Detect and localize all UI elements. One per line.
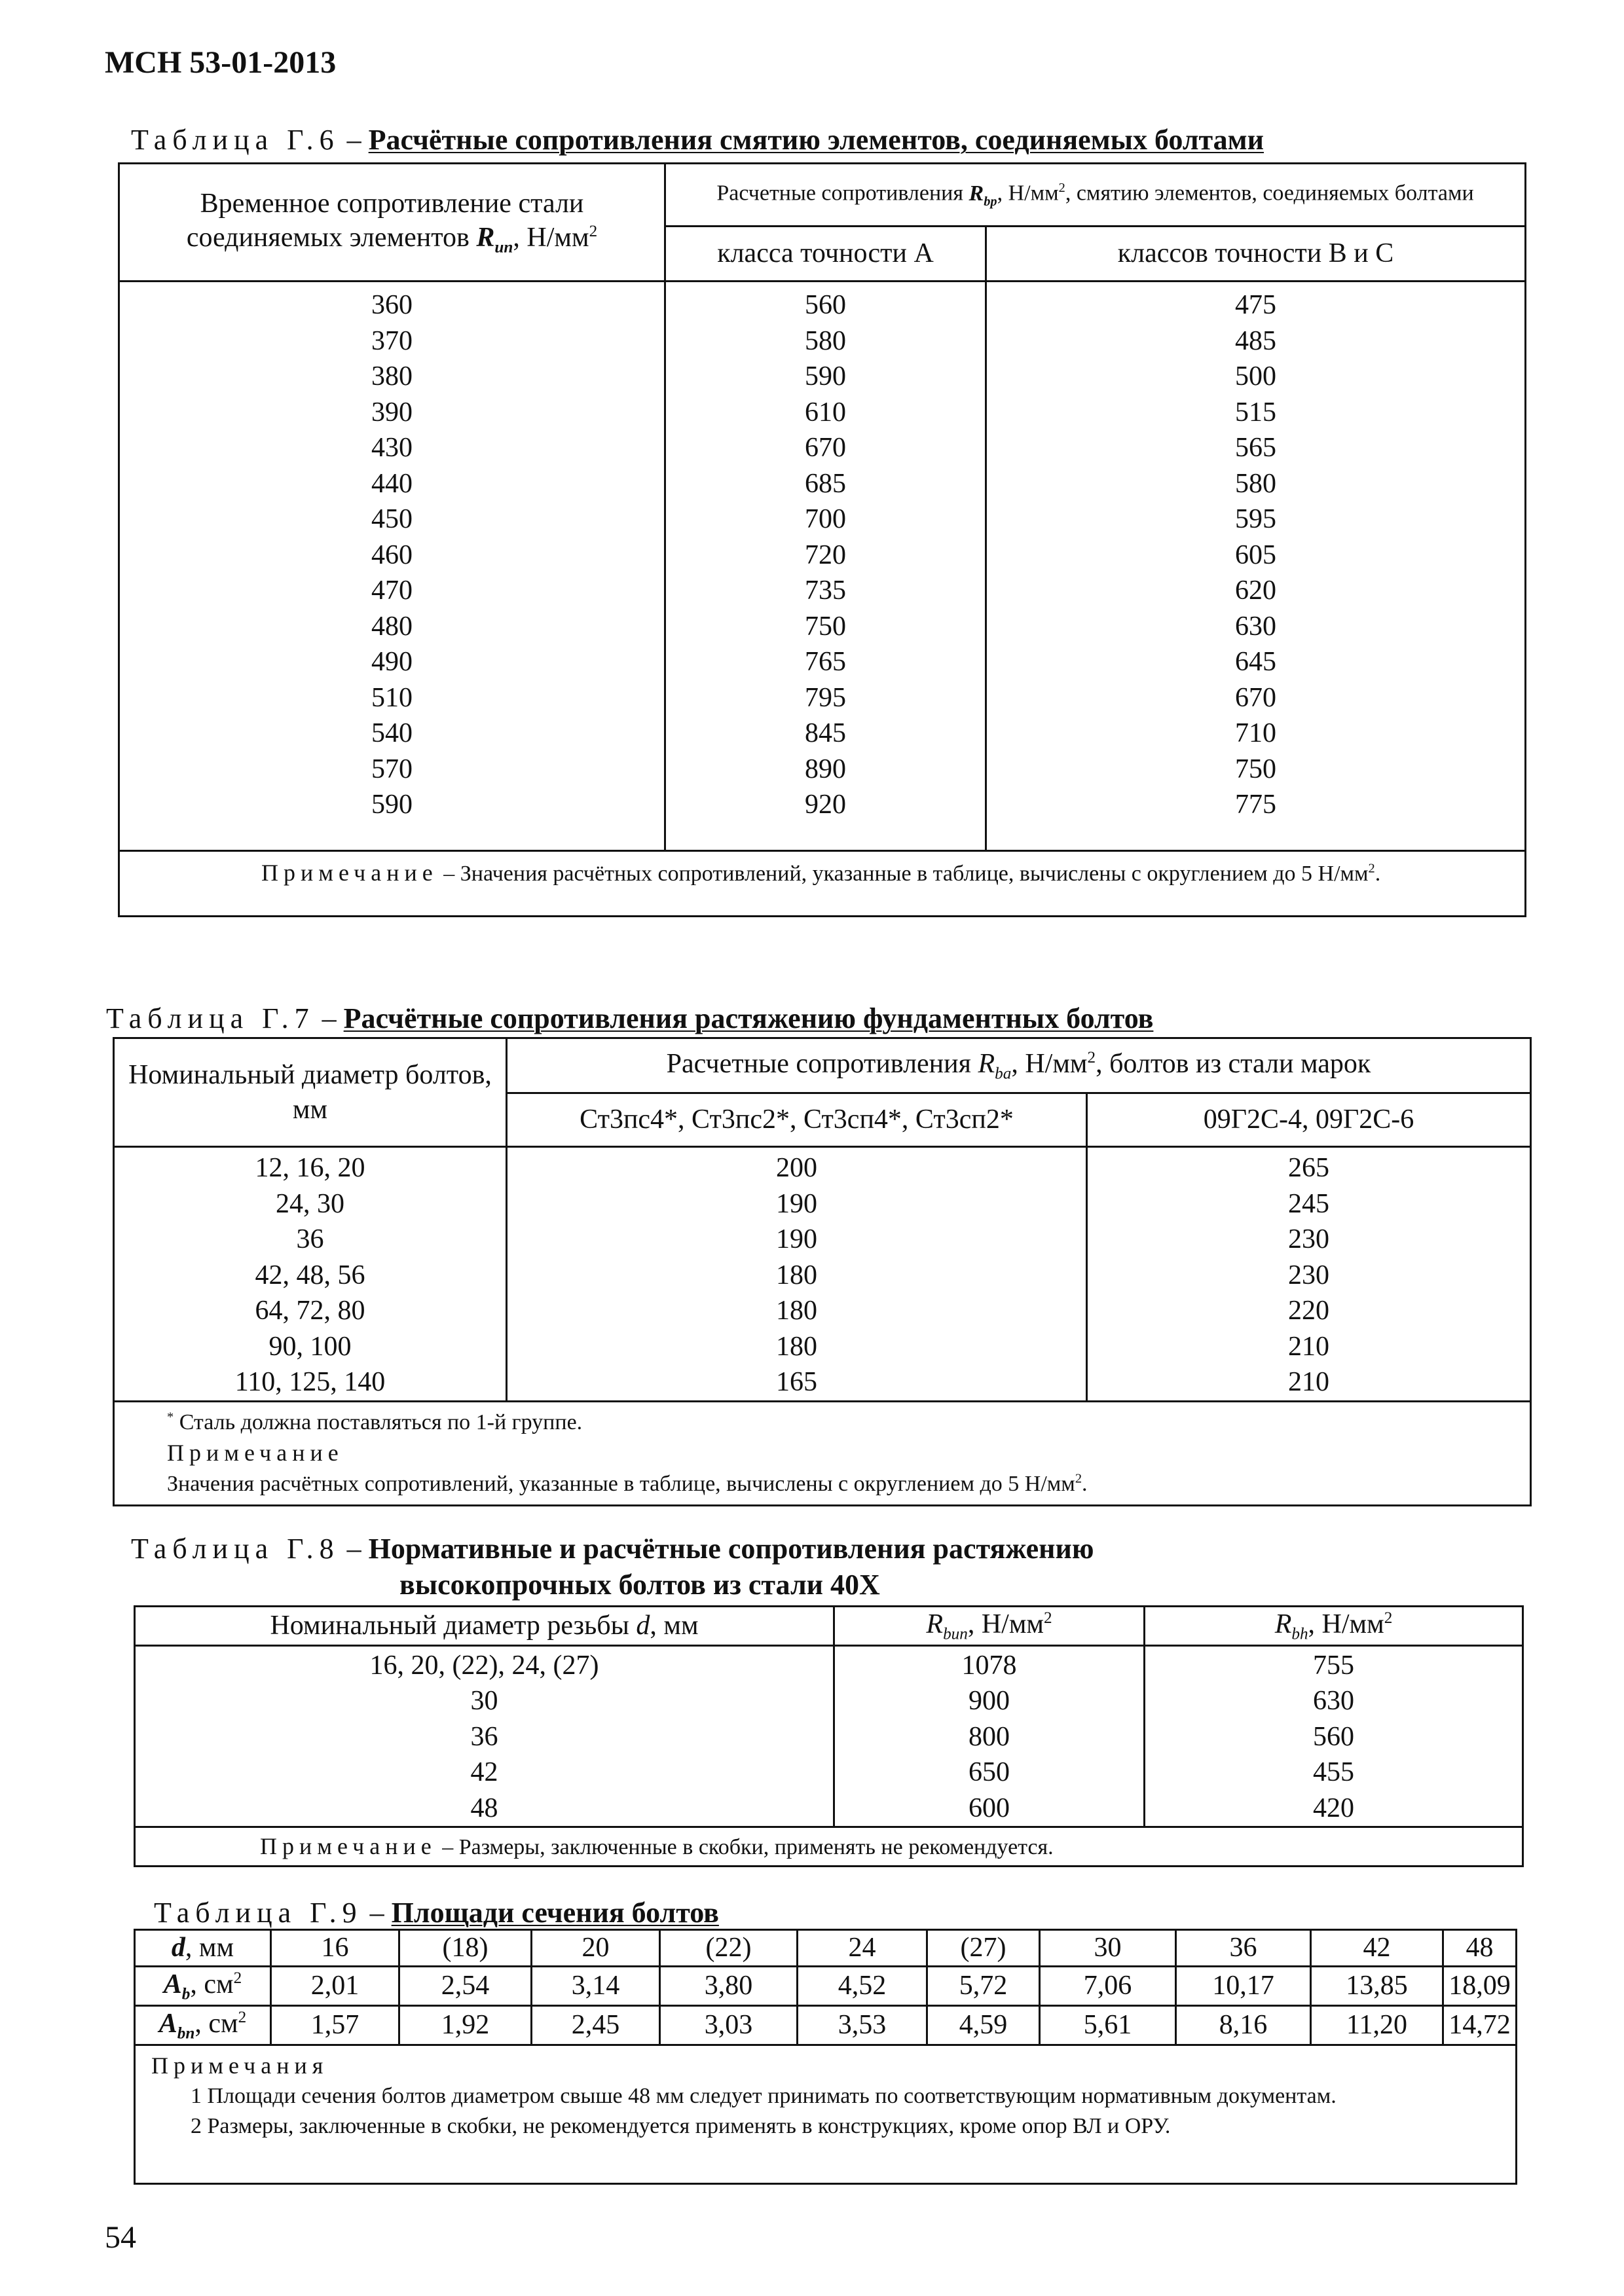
t8-note-label: Примечание xyxy=(260,1833,437,1860)
table-cell-value: 795 xyxy=(805,682,846,713)
t8-note xyxy=(135,1827,1523,1867)
t6-group-header: Расчетные сопротивления $R_{bp}$, $Н/мм^2$, смятию элементов, соединяемых болтами xyxy=(665,164,1526,227)
table-cell-value: 630 xyxy=(1235,611,1276,642)
table-cell-value: 700 xyxy=(805,504,846,534)
t7-table xyxy=(113,1037,1532,1506)
t8-col2-values xyxy=(834,1645,1145,1827)
t6-col2-values xyxy=(665,282,986,851)
page-number: 54 xyxy=(105,2220,136,2255)
t6-note-text: – Значения расчётных сопротивлений, указанные в таблице, вычислены с округлением до 5 Н/мм xyxy=(437,862,1369,886)
table-cell-value: 190 xyxy=(776,1224,817,1254)
table-cell-value: 380 xyxy=(371,361,413,392)
t7-col1-header: Номинальный диаметр болтов, мм xyxy=(114,1038,507,1147)
table-cell: 1,57 xyxy=(271,2005,399,2045)
table-cell-value: 190 xyxy=(776,1188,817,1219)
t8-table xyxy=(134,1605,1524,1867)
table-cell-value: 590 xyxy=(371,790,413,820)
t6-col1-values xyxy=(119,282,665,851)
t8-col1-header: Номинальный диаметр резьбы d, мм xyxy=(135,1607,834,1646)
table-cell-value: 420 xyxy=(1313,1793,1354,1823)
table-cell: 14,72 xyxy=(1443,2005,1517,2045)
table-cell-value: 645 xyxy=(1235,647,1276,677)
t7-col3-header: 09Г2С-4, 09Г2С-6 xyxy=(1087,1093,1531,1147)
t8-col3-values xyxy=(1145,1645,1523,1827)
table-cell-value: 200 xyxy=(776,1153,817,1183)
table-cell-value: 450 xyxy=(371,504,413,534)
document-header: МСН 53-01-2013 xyxy=(105,45,337,80)
table-cell-value: 630 xyxy=(1313,1686,1354,1717)
t7-footnote: * Сталь должна поставляться по 1-й группе. xyxy=(167,1410,583,1434)
table-cell-value: 720 xyxy=(805,539,846,570)
t7-col2-header: Ст3пс4*, Ст3пс2*, Ст3сп4*, Ст3сп2* xyxy=(507,1093,1087,1147)
table-cell-value: 560 xyxy=(1313,1721,1354,1752)
table-cell-value: 890 xyxy=(805,754,846,784)
t8-col2-header: $R_{bun}$, $Н/мм^2$ xyxy=(834,1607,1145,1646)
t8-note-text: – Размеры, заключенные в скобки, применять не рекомендуется. xyxy=(436,1835,1054,1860)
table-cell: 2,01 xyxy=(271,1967,399,2006)
table-cell-value: 210 xyxy=(1288,1367,1329,1397)
table-cell-value: 90, 100 xyxy=(268,1331,352,1362)
table-cell-value: 650 xyxy=(969,1757,1010,1788)
table-cell: 3,53 xyxy=(798,2005,927,2045)
t8-caption xyxy=(131,1532,1094,1565)
table-cell-value: 165 xyxy=(776,1367,817,1397)
table-cell: 11,20 xyxy=(1311,2005,1443,2045)
t6-caption-title: Расчётные сопротивления смятию элементов, соединяемых болтами xyxy=(368,124,1264,156)
table-cell: 18,09 xyxy=(1443,1967,1517,2006)
table-cell-value: 485 xyxy=(1235,325,1276,356)
table-cell-value: 245 xyxy=(1288,1188,1329,1219)
table-cell-value: 600 xyxy=(969,1793,1010,1823)
table-cell-value: 180 xyxy=(776,1260,817,1290)
table-cell-value: 775 xyxy=(1235,790,1276,820)
t8-caption-title-1: Нормативные и расчётные сопротивления растяжению xyxy=(368,1533,1094,1565)
table-cell-value: 64, 72, 80 xyxy=(255,1296,365,1326)
table-cell: 2,54 xyxy=(399,1967,532,2006)
table-cell-value: 920 xyxy=(805,790,846,820)
table-cell: 1,92 xyxy=(399,2005,532,2045)
t9-notes xyxy=(135,2045,1517,2183)
t6-col1-header: Временное сопротивление стали соединяемых элементов $R_{un}$, $Н/мм^2$ xyxy=(119,164,665,282)
t9-row-ab xyxy=(135,1967,1517,2006)
table-cell-value: 370 xyxy=(371,325,413,356)
table-cell-value: 360 xyxy=(371,290,413,320)
table-cell: 3,14 xyxy=(532,1967,660,2006)
t9-caption-prefix: Таблица Г.9 xyxy=(154,1897,363,1929)
table-cell-value: 490 xyxy=(371,647,413,677)
table-cell-value: 42 xyxy=(470,1757,498,1788)
table-cell-value: 610 xyxy=(805,397,846,428)
table-cell-value: 570 xyxy=(371,754,413,784)
table-cell-value: 230 xyxy=(1288,1224,1329,1254)
t6-table xyxy=(118,162,1526,917)
table-cell: 30 xyxy=(1040,1930,1176,1967)
table-cell-value: 800 xyxy=(969,1721,1010,1752)
table-cell-value: 685 xyxy=(805,468,846,499)
t6-note: Примечание – Значения расчётных сопротивлений, указанные в таблице, вычислены с округлением до 5 $Н/мм^2$. xyxy=(119,851,1526,917)
table-cell: 5,61 xyxy=(1040,2005,1176,2045)
t9-table xyxy=(134,1929,1517,2185)
table-cell-value: 210 xyxy=(1288,1331,1329,1362)
table-cell-value: 390 xyxy=(371,397,413,428)
t7-col3-values xyxy=(1087,1147,1531,1402)
t9-row-abn-label: $A_{bn}$, $см^2$ xyxy=(135,2005,271,2045)
t6-caption xyxy=(131,123,1264,156)
table-cell-value: 460 xyxy=(371,539,413,570)
t9-row-d xyxy=(135,1930,1517,1967)
table-cell-value: 42, 48, 56 xyxy=(255,1260,365,1290)
t6-col3-header: классов точности В и С xyxy=(986,227,1526,282)
table-cell-value: 510 xyxy=(371,682,413,713)
table-cell-value: 540 xyxy=(371,718,413,748)
table-cell-value: 470 xyxy=(371,575,413,606)
t9-note-1: 1 Площади сечения болтов диаметром свыше 48 мм следует принимать по соответствующим нормативным документам. xyxy=(191,2084,1337,2109)
table-cell-value: 265 xyxy=(1288,1153,1329,1183)
table-cell: 7,06 xyxy=(1040,1967,1176,2006)
table-cell-value: 755 xyxy=(1313,1650,1354,1681)
table-cell: 4,52 xyxy=(798,1967,927,2006)
table-cell-value: 900 xyxy=(969,1686,1010,1717)
t7-notes xyxy=(114,1401,1531,1505)
table-cell-value: 24, 30 xyxy=(276,1188,344,1219)
t9-row-abn xyxy=(135,2005,1517,2045)
table-cell: 4,59 xyxy=(927,2005,1040,2045)
table-cell-value: 605 xyxy=(1235,539,1276,570)
table-cell-value: 845 xyxy=(805,718,846,748)
t9-caption-dash: – xyxy=(362,1897,392,1929)
table-cell-value: 580 xyxy=(1235,468,1276,499)
table-cell-value: 12, 16, 20 xyxy=(255,1153,365,1183)
table-cell-value: 670 xyxy=(1235,682,1276,713)
t6-col2-header: класса точности А xyxy=(665,227,986,282)
table-cell-value: 440 xyxy=(371,468,413,499)
t9-row-ab-label: $A_b$, $см^2$ xyxy=(135,1967,271,2006)
table-cell: 42 xyxy=(1311,1930,1443,1967)
table-cell: 2,45 xyxy=(532,2005,660,2045)
t7-group-header: Расчетные сопротивления $R_{ba}$, $Н/мм^2$, болтов из стали марок xyxy=(507,1038,1531,1093)
table-cell-value: 750 xyxy=(1235,754,1276,784)
table-cell-value: 710 xyxy=(1235,718,1276,748)
table-cell-value: 620 xyxy=(1235,575,1276,606)
t7-caption-dash: – xyxy=(314,1002,344,1034)
t6-col3-values xyxy=(986,282,1526,851)
table-cell-value: 180 xyxy=(776,1296,817,1326)
t7-col2-values xyxy=(507,1147,1087,1402)
table-cell-value: 670 xyxy=(805,433,846,463)
table-cell: (27) xyxy=(927,1930,1040,1967)
t8-col1-values xyxy=(135,1645,834,1827)
table-cell-value: 180 xyxy=(776,1331,817,1362)
t9-note-label: Примечания xyxy=(151,2052,329,2079)
table-cell-value: 1078 xyxy=(961,1650,1017,1681)
table-cell-value: 36 xyxy=(296,1224,324,1254)
t6-caption-prefix: Таблица Г.6 xyxy=(131,124,340,156)
t8-caption-title-2: высокопрочных болтов из стали 40Х xyxy=(399,1569,880,1601)
table-cell-value: 750 xyxy=(805,611,846,642)
table-cell: 20 xyxy=(532,1930,660,1967)
table-cell-value: 560 xyxy=(805,290,846,320)
t6-caption-dash: – xyxy=(339,124,369,156)
t9-caption xyxy=(154,1896,719,1929)
table-cell: 5,72 xyxy=(927,1967,1040,2006)
table-cell-value: 735 xyxy=(805,575,846,606)
table-cell-value: 500 xyxy=(1235,361,1276,392)
t7-col1-values xyxy=(114,1147,507,1402)
t6-note-label: Примечание xyxy=(261,860,438,886)
table-cell-value: 580 xyxy=(805,325,846,356)
table-cell-value: 220 xyxy=(1288,1296,1329,1326)
table-cell: (22) xyxy=(660,1930,798,1967)
table-cell: 3,03 xyxy=(660,2005,798,2045)
t7-caption xyxy=(106,1002,1153,1035)
table-cell-value: 475 xyxy=(1235,290,1276,320)
table-cell: (18) xyxy=(399,1930,532,1967)
t8-col3-header: $R_{bh}$, $Н/мм^2$ xyxy=(1145,1607,1523,1646)
table-cell-value: 595 xyxy=(1235,504,1276,534)
table-cell-value: 16, 20, (22), 24, (27) xyxy=(369,1650,599,1681)
table-cell: 48 xyxy=(1443,1930,1517,1967)
table-cell-value: 590 xyxy=(805,361,846,392)
table-cell-value: 765 xyxy=(805,647,846,677)
table-cell: 36 xyxy=(1176,1930,1311,1967)
table-cell: 3,80 xyxy=(660,1967,798,2006)
t7-caption-prefix: Таблица Г.7 xyxy=(106,1002,315,1034)
table-cell: 8,16 xyxy=(1176,2005,1311,2045)
table-cell-value: 48 xyxy=(470,1793,498,1823)
table-cell-value: 30 xyxy=(470,1686,498,1717)
table-cell-value: 480 xyxy=(371,611,413,642)
table-cell: 10,17 xyxy=(1176,1967,1311,2006)
table-cell: 13,85 xyxy=(1311,1967,1443,2006)
t7-note-label: Примечание xyxy=(167,1440,344,1467)
t9-row-d-label: d, мм xyxy=(135,1930,271,1967)
t9-caption-title: Площади сечения болтов xyxy=(391,1897,719,1929)
table-cell-value: 110, 125, 140 xyxy=(234,1367,386,1397)
t8-caption-prefix: Таблица Г.8 xyxy=(131,1533,340,1565)
table-cell-value: 36 xyxy=(470,1721,498,1752)
table-cell: 24 xyxy=(798,1930,927,1967)
table-cell: 16 xyxy=(271,1930,399,1967)
table-cell-value: 455 xyxy=(1313,1757,1354,1788)
t7-note-text: Значения расчётных сопротивлений, указанные в таблице, вычислены с округлением до 5 $Н/мм^2$. xyxy=(167,1471,1088,1496)
table-cell-value: 565 xyxy=(1235,433,1276,463)
t8-caption-dash: – xyxy=(339,1533,369,1565)
table-cell-value: 230 xyxy=(1288,1260,1329,1290)
table-cell-value: 430 xyxy=(371,433,413,463)
table-cell-value: 515 xyxy=(1235,397,1276,428)
t9-note-2: 2 Размеры, заключенные в скобки, не рекомендуется применять в конструкциях, кроме опор ВЛ и ОРУ. xyxy=(191,2114,1171,2139)
t7-caption-title: Расчётные сопротивления растяжению фундаментных болтов xyxy=(343,1002,1154,1034)
